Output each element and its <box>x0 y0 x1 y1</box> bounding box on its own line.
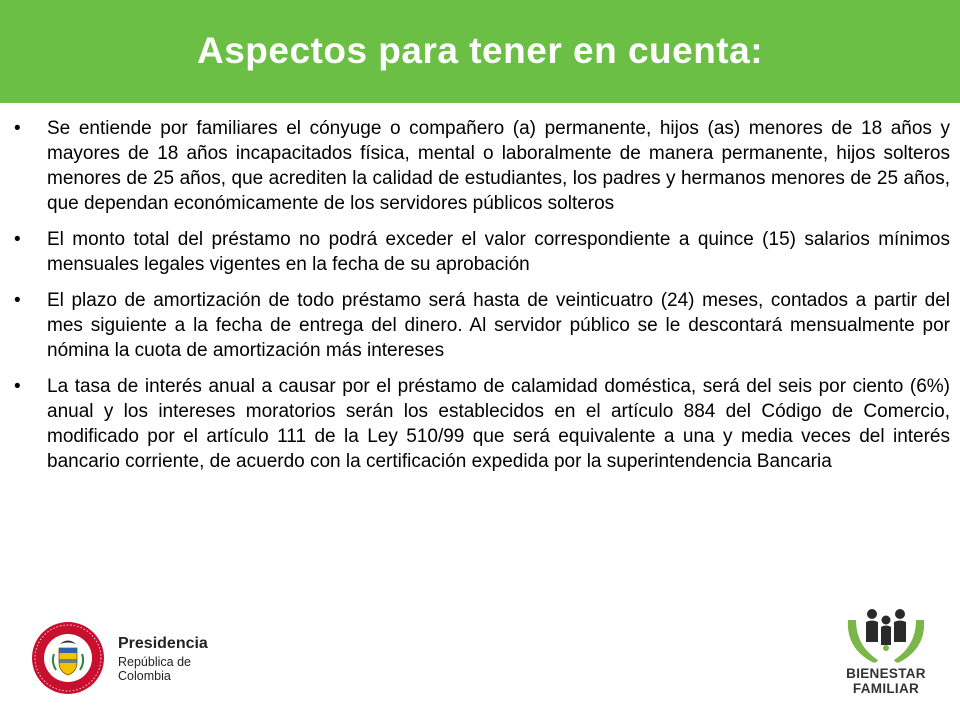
bullet-icon: • <box>14 229 21 250</box>
bullet-icon: • <box>14 376 21 397</box>
bullet-text: El monto total del préstamo no podrá exceder el valor correspondiente a quince (15) salarios mínimos mensuales legales vigentes en la fecha de su aprobación <box>47 229 950 275</box>
list-item <box>14 227 950 277</box>
bienestar-label: BIENESTAR <box>846 666 926 681</box>
bienestar-familiar-logo <box>838 600 934 700</box>
bullet-text: El plazo de amortización de todo préstamo será hasta de veinticuatro (24) meses, contados a partir del mes siguiente a la fecha de entrega del dinero. Al servidor público se le descontará mensualmente por nómina la cuota de amortización más intereses <box>47 290 950 361</box>
title-bar <box>0 0 960 103</box>
bullet-text: La tasa de interés anual a causar por el préstamo de calamidad doméstica, será del seis por ciento (6%) anual y los intereses moratorios serán los establecidos en el artículo 884 del Código de Comercio, modificado por el artículo 111 de la Ley 510/99 que será equivalente a una y media veces del interés bancario corriente, de acuerdo con la certificación expedida por la superintendencia Bancaria <box>47 376 950 472</box>
list-item <box>14 288 950 363</box>
bullet-icon: • <box>14 118 21 139</box>
bullet-icon: • <box>14 290 21 311</box>
family-hands-icon <box>844 600 928 666</box>
bullet-text: Se entiende por familiares el cónyuge o compañero (a) permanente, hijos (as) menores de 18 años y mayores de 18 años incapacitados física, mental o laboralmente de manera permanente, hijos solteros menores de 25 años, que acrediten la calidad de estudiantes, los padres y hermanos menores de 25 años, que dependan económicamente de los servidores públicos solteros <box>47 118 950 214</box>
list-item <box>14 116 950 216</box>
colombia-seal-icon <box>30 620 106 696</box>
familiar-label: FAMILIAR <box>852 681 920 696</box>
presidencia-subtitle: República de Colombia <box>118 655 191 683</box>
list-item <box>14 374 950 474</box>
presidencia-title: Presidencia <box>118 635 208 652</box>
page-title: Aspectos para tener en cuenta: <box>196 30 764 71</box>
bullet-list <box>14 116 950 485</box>
presidencia-logo <box>30 620 240 694</box>
